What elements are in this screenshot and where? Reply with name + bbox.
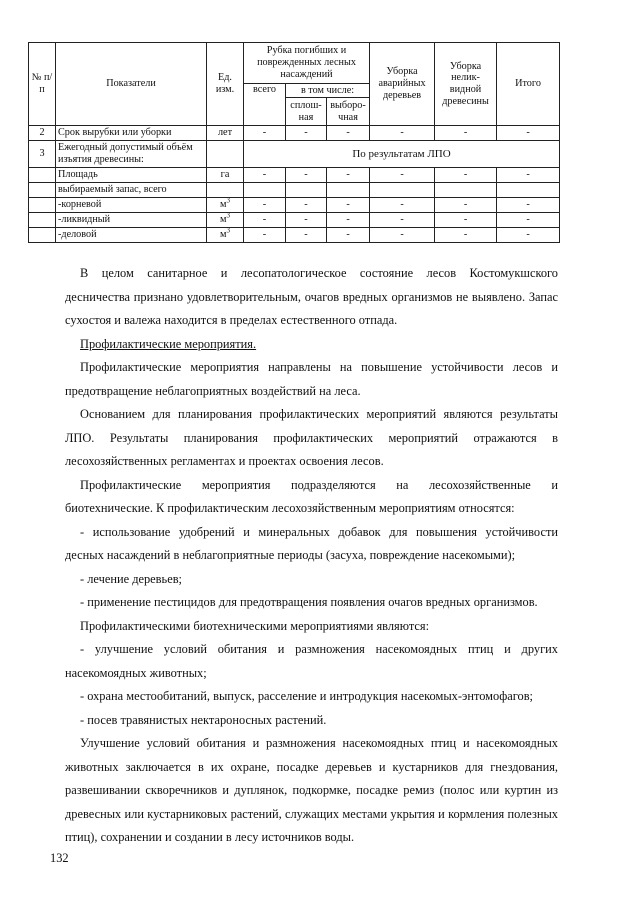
- row-cell: -: [244, 168, 286, 183]
- header-unit: Ед. изм.: [207, 43, 244, 126]
- row-label: -деловой: [56, 228, 207, 243]
- row-unit: [207, 141, 244, 168]
- row-unit: [207, 228, 244, 243]
- row-cell: -: [497, 198, 560, 213]
- row-cell: -: [244, 213, 286, 228]
- row-cell: -: [497, 168, 560, 183]
- row-num: [29, 228, 56, 243]
- row-cell: [370, 183, 435, 198]
- row-cell: -: [286, 213, 327, 228]
- row-cell: [286, 183, 327, 198]
- header-total-sub: всего: [244, 84, 286, 126]
- section-heading: Профилактические мероприятия.: [80, 337, 257, 351]
- header-felling-group: Рубка погибших и поврежденных лесных насаждений: [244, 43, 370, 84]
- paragraph-6-line-2: животных заключается в их охране, посадке деревьев и кустарников для гнездования,: [65, 760, 558, 774]
- forest-felling-table: [28, 42, 560, 243]
- table-row: [29, 141, 560, 168]
- bullet-5: - охрана местообитаний, выпуск, расселение и интродукция насекомых-энтомофагов;: [80, 689, 533, 703]
- row-cell: -: [370, 228, 435, 243]
- row-cell: -: [497, 228, 560, 243]
- unit-sup: 3: [226, 212, 230, 220]
- unit-sup: 3: [226, 227, 230, 235]
- row-cell: -: [435, 228, 497, 243]
- row-label: Срок вырубки или уборки: [56, 126, 207, 141]
- row-cell: -: [327, 213, 370, 228]
- row-cell: -: [435, 213, 497, 228]
- row-cell: -: [327, 168, 370, 183]
- row-cell: -: [497, 213, 560, 228]
- unit-sup: 3: [226, 197, 230, 205]
- row-label: -корневой: [56, 198, 207, 213]
- row-num: [29, 213, 56, 228]
- row-cell: -: [286, 228, 327, 243]
- table-row: [29, 213, 560, 228]
- bullet-2: - лечение деревьев;: [80, 572, 182, 586]
- header-incl: в том числе:: [286, 84, 370, 98]
- header-illiquid: Уборка нелик-видной древесины: [435, 43, 497, 126]
- row-cell: [497, 183, 560, 198]
- header-selective: выборо-чная: [327, 98, 370, 126]
- merged-lpo-cell: По результатам ЛПО: [244, 141, 560, 168]
- row-unit: лет: [207, 126, 244, 141]
- row-label: Ежегодный допустимый объём изъятия древесины:: [56, 141, 207, 168]
- row-cell: [435, 183, 497, 198]
- bullet-4-line-1: - улучшение условий обитания и размножения насекомоядных птиц и других: [80, 642, 558, 656]
- header-itogo: Итого: [497, 43, 560, 126]
- row-label: выбираемый запас, всего: [56, 183, 207, 198]
- row-num: [29, 168, 56, 183]
- row-unit: га: [207, 168, 244, 183]
- row-cell: -: [370, 168, 435, 183]
- paragraph-2-line-2: предотвращение неблагоприятных воздействий на леса.: [65, 384, 361, 398]
- paragraph-1-line-2: десничества признано удовлетворительным, очагов вредных организмов не выявлено. Запас: [65, 290, 558, 304]
- page-number: 132: [50, 851, 69, 865]
- paragraph-4-line-1: Профилактические мероприятия подразделяются на лесохозяйственные и: [80, 478, 558, 492]
- table-row: [29, 183, 560, 198]
- table-row: [29, 126, 560, 141]
- row-cell: -: [244, 198, 286, 213]
- row-cell: [327, 183, 370, 198]
- row-cell: -: [497, 126, 560, 141]
- row-cell: -: [370, 126, 435, 141]
- row-num: [29, 198, 56, 213]
- bullet-3: - применение пестицидов для предотвращения появления очагов вредных организмов.: [80, 595, 538, 609]
- paragraph-1-line-1: В целом санитарное и лесопатологическое состояние лесов Костомукшского: [80, 266, 558, 280]
- paragraph-2-line-1: Профилактические мероприятия направлены на повышение устойчивости лесов и: [80, 360, 558, 374]
- row-num: [29, 183, 56, 198]
- paragraph-3-line-3: лесохозяйственных регламентах и проектах освоения лесов.: [65, 454, 384, 468]
- row-cell: -: [286, 126, 327, 141]
- row-cell: -: [244, 228, 286, 243]
- row-cell: -: [435, 198, 497, 213]
- bullet-1-line-1: - использование удобрений и минеральных добавок для повышения устойчивости: [80, 525, 558, 539]
- row-label: Площадь: [56, 168, 207, 183]
- row-cell: -: [327, 228, 370, 243]
- table-row: [29, 228, 560, 243]
- row-cell: -: [327, 198, 370, 213]
- row-cell: -: [435, 168, 497, 183]
- bullet-6: - посев травянистых нектароносных растений.: [80, 713, 327, 727]
- row-cell: -: [370, 198, 435, 213]
- row-cell: -: [327, 126, 370, 141]
- bullet-1-line-2: десных насаждений в неблагоприятные периоды (засуха, повреждение насекомыми);: [65, 548, 516, 562]
- row-cell: -: [286, 168, 327, 183]
- row-num: 3: [29, 141, 56, 168]
- unit-text: м: [220, 229, 227, 241]
- header-num: № п/п: [29, 43, 56, 126]
- paragraph-3-line-1: Основанием для планирования профилактических мероприятий являются результаты: [80, 407, 558, 421]
- paragraph-6-line-1: Улучшение условий обитания и размножения насекомоядных птиц и насекомоядных: [80, 736, 558, 750]
- header-indicators: Показатели: [56, 43, 207, 126]
- paragraph-6-line-4: древесных или кустарниковых растений, служащих местами укрытия и кормления полезных: [65, 807, 558, 821]
- header-clear: сплош-ная: [286, 98, 327, 126]
- row-cell: -: [370, 213, 435, 228]
- row-unit: [207, 198, 244, 213]
- paragraph-4-line-2: биотехнические. К профилактическим лесохозяйственным мероприятиям относятся:: [65, 501, 515, 515]
- row-unit: [207, 183, 244, 198]
- table-row: [29, 168, 560, 183]
- header-row-1: [29, 43, 560, 84]
- row-cell: -: [435, 126, 497, 141]
- header-emergency: Уборка аварийных деревьев: [370, 43, 435, 126]
- paragraph-3-line-2: ЛПО. Результаты планирования профилактических мероприятий отражаются в: [65, 431, 558, 445]
- row-cell: -: [244, 126, 286, 141]
- unit-text: м: [220, 214, 227, 226]
- row-num: 2: [29, 126, 56, 141]
- row-unit: [207, 213, 244, 228]
- bullet-4-line-2: насекомоядных животных;: [65, 666, 207, 680]
- row-label: -ликвидный: [56, 213, 207, 228]
- paragraph-6-line-5: птиц), сохранении и создании в лесу источников воды.: [65, 830, 355, 844]
- row-cell: -: [286, 198, 327, 213]
- paragraph-6-line-3: развешивании скворечников и дуплянок, подкормке, посадке ремиз (полос или куртин из: [65, 783, 558, 797]
- table-row: [29, 198, 560, 213]
- paragraph-1-line-3: сухостоя и валежа находится в пределах естественного отпада.: [65, 313, 398, 327]
- unit-text: м: [220, 199, 227, 211]
- paragraph-5: Профилактическими биотехническими мероприятиями являются:: [80, 619, 430, 633]
- row-cell: [244, 183, 286, 198]
